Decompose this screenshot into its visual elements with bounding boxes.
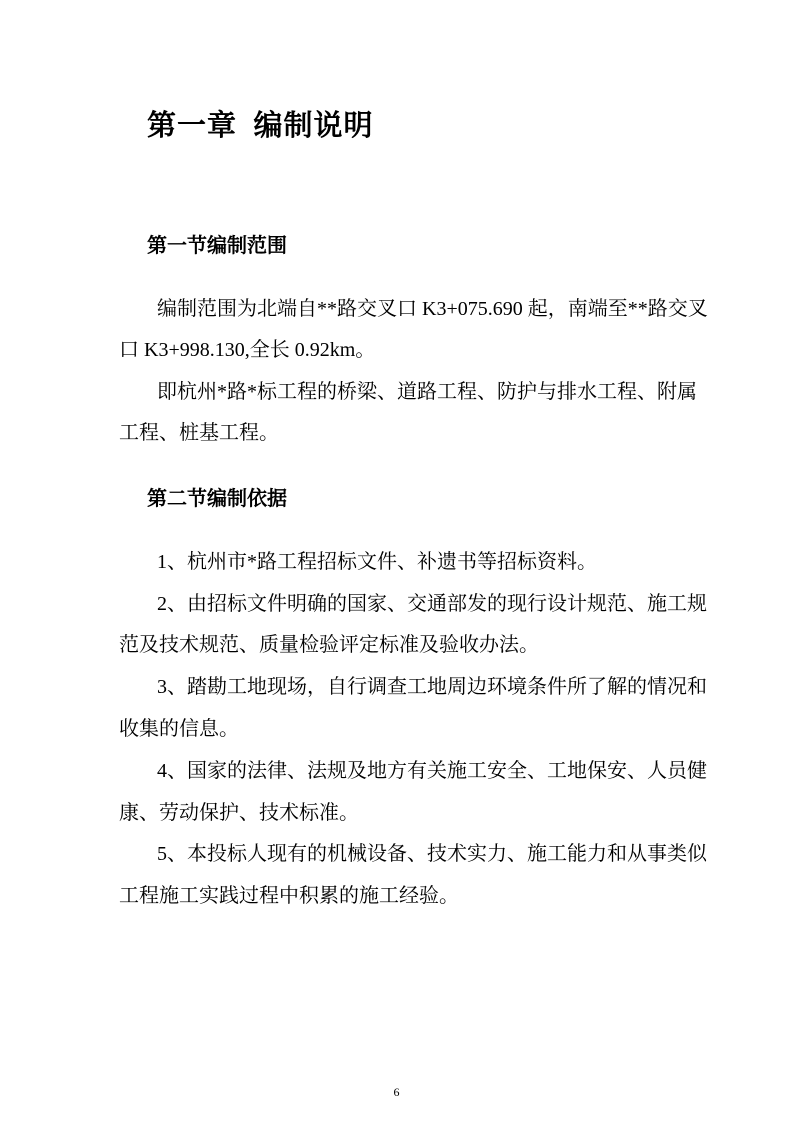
paragraph-line: 即杭州*路*标工程的桥梁、道路工程、防护与排水工程、附属 [157,381,697,403]
list-item-continuation: 范及技术规范、质量检验评定标准及验收办法。 [119,634,539,656]
chapter-title: 第一章 编制说明 [147,110,374,142]
paragraph-line: 工程、桩基工程。 [119,422,279,444]
section-heading-scope: 第一节编制范围 [147,235,287,257]
list-item-continuation: 康、劳动保护、技术标准。 [119,802,359,824]
list-item: 3、踏勘工地现场，自行调查工地周边环境条件所了解的情况和 [157,676,707,698]
list-item: 2、由招标文件明确的国家、交通部发的现行设计规范、施工规 [157,593,707,615]
list-item-continuation: 收集的信息。 [119,718,239,740]
list-item: 5、本投标人现有的机械设备、技术实力、施工能力和从事类似 [157,843,707,865]
list-item: 4、国家的法律、法规及地方有关施工安全、工地保安、人员健 [157,760,707,782]
paragraph-line: 口 K3+998.130,全长 0.92km。 [119,339,376,361]
list-item-continuation: 工程施工实践过程中积累的施工经验。 [119,885,459,907]
paragraph-line: 编制范围为北端自**路交叉口 K3+075.690 起，南端至**路交叉 [157,298,708,320]
list-item: 1、杭州市*路工程招标文件、补遗书等招标资料。 [157,551,597,573]
page-number: 6 [393,1085,400,1099]
section-heading-basis: 第二节编制依据 [147,488,287,510]
